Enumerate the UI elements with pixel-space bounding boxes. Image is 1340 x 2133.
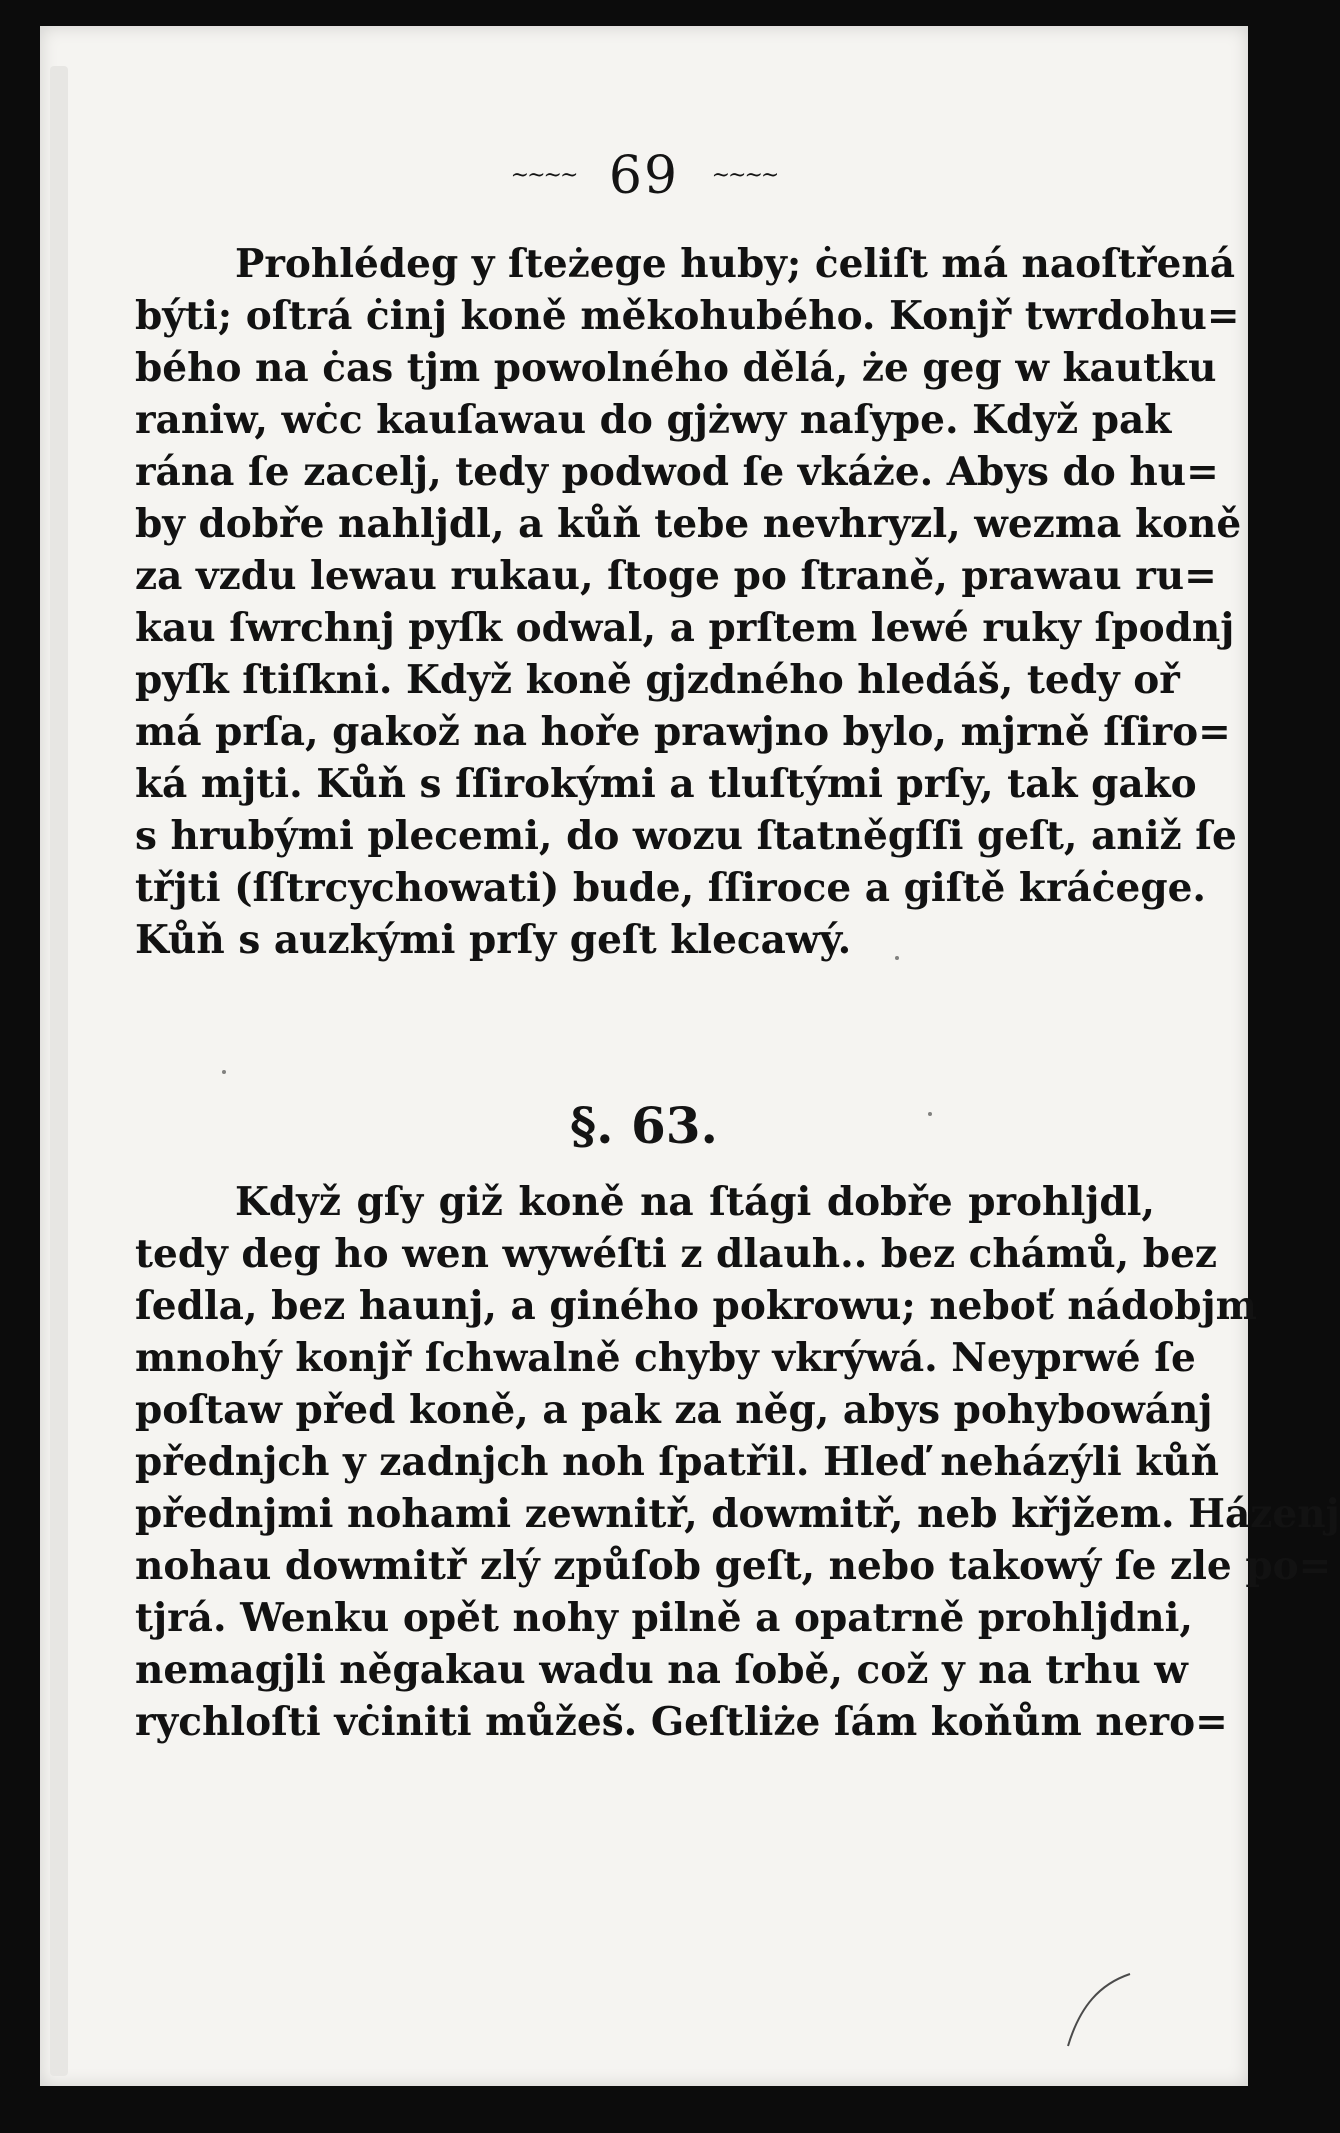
text-line: poſtaw před koně, a pak za něg, abys pohybowánj [135,1387,1213,1433]
page-edge-strip [50,66,68,2076]
pencil-mark [1050,1966,1140,2056]
text-line: rána ſe zacelj, tedy podwod ſe vkáże. Abys do hu= [135,449,1219,495]
paper-speck [928,1112,932,1116]
text-line: Prohlédeg y ſteżege huby; ċeliſt má naoſtřená [235,241,1235,287]
text-line: Když gſy giž koně na ſtági dobře prohljdl, [235,1179,1155,1225]
text-line: nohau dowmitř zlý způſob geſt, nebo takowý ſe zle po= [135,1543,1332,1589]
text-line: tedy deg ho wen wywéſti z dlauh.. bez chámů, bez [135,1231,1218,1277]
text-line: tjrá. Wenku opět nohy pilně a opatrně prohljdni, [135,1595,1193,1641]
text-line: nemagjli něgakau wadu na ſobě, což y na trhu w [135,1647,1188,1693]
text-line: kau ſwrchnj pyſk odwal, a prſtem lewé ruky ſpodnj [135,605,1235,651]
paper-speck [895,956,899,960]
text-line: by dobře nahljdl, a kůň tebe nevhryzl, wezma koně [135,501,1242,547]
paragraph-2 [135,1176,1340,1748]
text-line: s hrubými plecemi, do wozu ſtatněgſſi geſt, aniž ſe [135,813,1237,859]
header-ornament-left: ~~~~ [510,163,577,188]
text-line: rychloſti vċiniti můžeš. Geſtliże ſám koňům nero= [135,1699,1228,1745]
text-line: pyſk ſtiſkni. Když koně gjzdného hledáš, tedy oř [135,657,1180,703]
section-heading: §. 63. [570,1096,718,1155]
text-line: přednjch y zadnjch noh ſpatřil. Hleď neházýli kůň [135,1439,1219,1485]
paragraph-1 [135,238,1242,966]
header-ornament-right: ~~~~ [711,163,778,188]
text-line: ká mjti. Kůň s ſſirokými a tluſtými prſy, tak gako [135,761,1197,807]
text-line: za vzdu lewau rukau, ſtoge po ſtraně, prawau ru= [135,553,1217,599]
page-header [40,146,1248,206]
paper-speck [222,1070,226,1074]
text-line: ſedla, bez haunj, a giného pokrowu; neboť nádobjm [135,1283,1257,1329]
page-number: 69 [608,146,680,206]
text-line: raniw, wċc kauſawau do gjżwy naſype. Když pak [135,397,1172,443]
text-line: bého na ċas tjm powolného dělá, że geg w kautku [135,345,1217,391]
text-line: má prſa, gakož na hoře prawjno bylo, mjrně ſſiro= [135,709,1231,755]
text-line: mnohý konjř ſchwalně chyby vkrýwá. Neyprwé ſe [135,1335,1196,1381]
text-line: býti; oſtrá ċinj koně měkohubého. Konjř twrdohu= [135,293,1240,339]
text-line: Kůň s auzkými prſy geſt klecawý. [135,917,852,963]
text-line: přednjmi nohami zewnitř, dowmitř, neb křjžem. Házenj [135,1491,1340,1537]
text-line: třjti (ſſtrcychowati) bude, ſſiroce a giſtě kráċege. [135,865,1206,911]
book-page [40,26,1340,2086]
